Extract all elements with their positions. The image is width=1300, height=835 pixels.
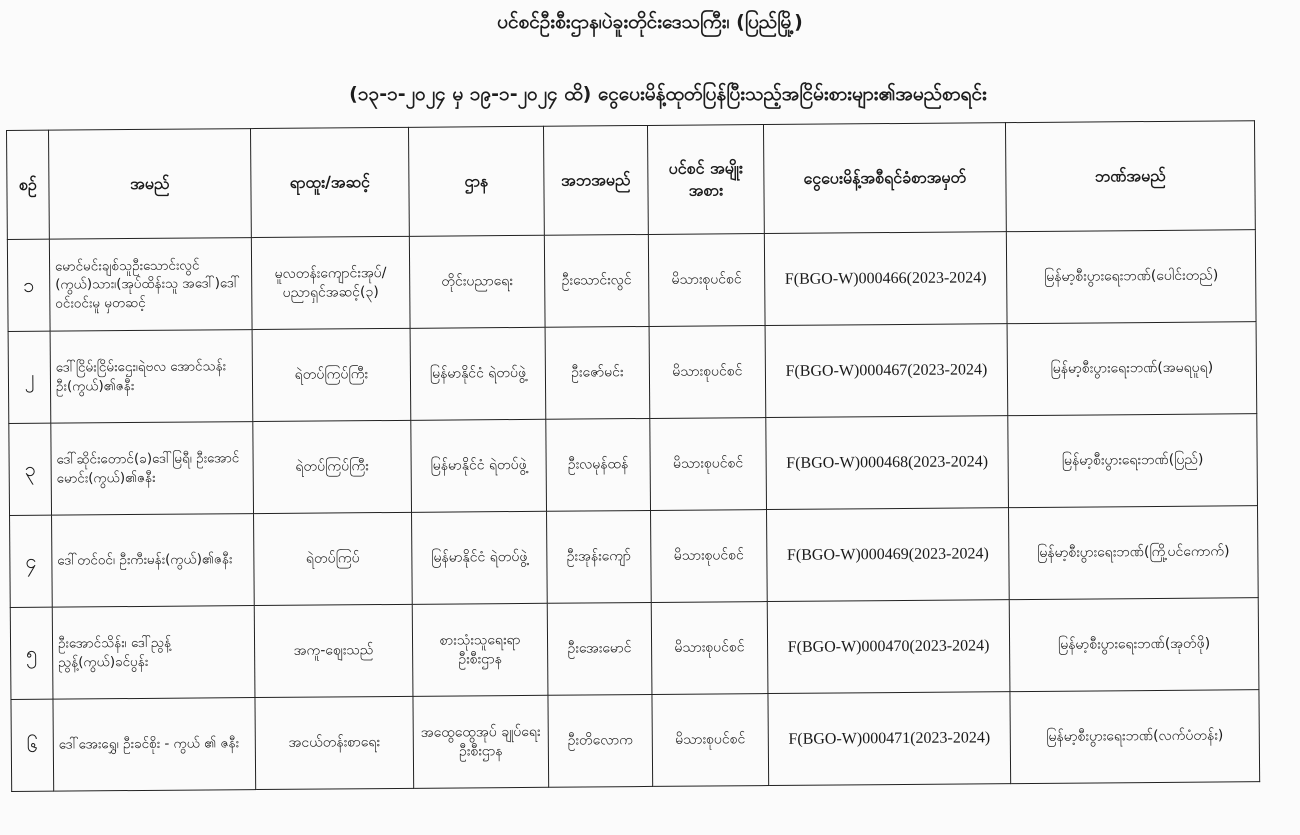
pensioner-name: ဒေါ်ငြိမ်းငြိမ်းဌေး၊ရဲဗလ အောင်သန်းဦး(ကွယ်)၏ဇနီး bbox=[50, 330, 253, 424]
pension-type-cell: မိသားစုပင်စင် bbox=[650, 418, 767, 511]
office-title: ပင်စင်ဦးစီးဌာန၊ပဲခူးတိုင်းဒေသကြီး၊ (ပြည်မြို့) bbox=[497, 11, 803, 33]
col-header-bank: ဘဏ်အမည် bbox=[1005, 121, 1255, 232]
pensioner-name: ဒေါ်တင်ဝင်၊ ဦးကီးမန်း(ကွယ်)၏ဇနီး bbox=[52, 514, 255, 608]
father-name-cell: ဦးလမုန်ထန် bbox=[546, 418, 651, 511]
father-name-cell: ဦးတိလောက bbox=[548, 694, 653, 787]
pensioners-table bbox=[6, 120, 1260, 792]
table-row bbox=[9, 414, 1258, 516]
row-number: ၁ bbox=[7, 239, 50, 331]
rank-cell: အငယ်တန်းစာရေး bbox=[255, 696, 414, 789]
department-cell: အထွေထွေအုပ် ချုပ်ရေးဦးစီးဌာန bbox=[413, 695, 549, 788]
bank-cell: မြန်မာ့စီးပွားရေးဘဏ်(ပြည်) bbox=[1008, 414, 1258, 508]
order-number-cell: F(BGO-W)000469(2023-2024) bbox=[767, 508, 1010, 602]
table-row bbox=[11, 690, 1260, 792]
table-row bbox=[8, 322, 1257, 424]
col-header-order-number: ငွေပေးမိန့်အစီရင်ခံစာအမှတ် bbox=[763, 123, 1006, 234]
department-cell: မြန်မာနိုင်ငံ ရဲတပ်ဖွဲ့ bbox=[411, 419, 547, 512]
table-row bbox=[10, 506, 1259, 608]
rank-cell: ရဲတပ်ကြပ် bbox=[254, 512, 413, 605]
rank-cell: မူလတန်းကျောင်းအုပ်/ ပညာရှင်အဆင့်(၃) bbox=[251, 236, 410, 329]
rank-cell: ရဲတပ်ကြပ်ကြီး bbox=[253, 420, 412, 513]
col-header-name: အမည် bbox=[49, 129, 252, 240]
row-number: ၄ bbox=[10, 515, 53, 607]
row-number: ၂ bbox=[8, 331, 51, 423]
pension-type-cell: မိသားစုပင်စင် bbox=[649, 326, 766, 419]
row-number: ၆ bbox=[11, 699, 54, 791]
order-number-cell: F(BGO-W)000467(2023-2024) bbox=[765, 324, 1008, 418]
order-number-cell: F(BGO-W)000466(2023-2024) bbox=[764, 232, 1007, 326]
row-number: ၅ bbox=[10, 607, 53, 699]
pensioner-name: ဒေါ်ဆိုင်းတောင်(ခ)ဒေါ်မြရီ၊ ဦးအောင်မောင်း(ကွယ်)၏ဇနီး bbox=[51, 422, 254, 516]
col-header-department: ဌာန bbox=[408, 126, 544, 236]
bank-cell: မြန်မာ့စီးပွားရေးဘဏ်(လက်ပံတန်း) bbox=[1010, 690, 1260, 784]
bank-cell: မြန်မာ့စီးပွားရေးဘဏ်(အမရပူရ) bbox=[1007, 322, 1257, 416]
pension-type-cell: မိသားစုပင်စင် bbox=[651, 510, 768, 603]
col-header-no: စဉ် bbox=[7, 130, 50, 239]
bank-cell: မြန်မာ့စီးပွားရေးဘဏ်(ပေါင်းတည်) bbox=[1006, 230, 1256, 324]
col-header-father-name: အဘအမည် bbox=[543, 125, 648, 235]
department-cell: စားသုံးသူရေးရာ ဦးစီးဌာန bbox=[412, 603, 548, 696]
pensioner-name: မောင်မင်းချစ်သူဦးသောင်းလွင် (ကွယ်)သား၊(အုပ်ထိန်းသူ အဒေါ်)ဒေါ်ဝင်းဝင်းမူ မှတဆင့် bbox=[49, 238, 252, 332]
table-row bbox=[10, 598, 1259, 700]
father-name-cell: ဦးသောင်းလွင် bbox=[544, 234, 649, 327]
father-name-cell: ဦးအေးမောင် bbox=[547, 602, 652, 695]
pension-type-cell: မိသားစုပင်စင် bbox=[651, 602, 768, 695]
order-number-cell: F(BGO-W)000471(2023-2024) bbox=[768, 692, 1011, 786]
bank-cell: မြန်မာ့စီးပွားရေးဘဏ်(အုတ်ဖို) bbox=[1009, 598, 1259, 692]
pension-type-cell: မိသားစုပင်စင် bbox=[652, 694, 769, 787]
rank-cell: ရဲတပ်ကြပ်ကြီး bbox=[252, 328, 411, 421]
table-header-row bbox=[7, 121, 1256, 240]
list-title: (၁၃-၁-၂၀၂၄ မှ ၁၉-၁-၂၀၂၄ ထိ) ငွေပေးမိန့်ထုတ်ပြန်ပြီးသည့်အငြိမ်းစားများ၏အမည်စာရင်း bbox=[349, 83, 987, 105]
department-cell: တိုင်းပညာရေး bbox=[409, 235, 545, 328]
father-name-cell: ဦးဇော်မင်း bbox=[545, 326, 650, 419]
rank-cell: အကူ-ဈေးသည် bbox=[254, 604, 413, 697]
col-header-pension-type: ပင်စင် အမျိုးအစား bbox=[647, 125, 764, 235]
pension-type-cell: မိသားစုပင်စင် bbox=[648, 234, 765, 327]
father-name-cell: ဦးအုန်းကျော် bbox=[547, 510, 652, 603]
pensioner-name: ဒေါ်အေးရွှေ၊ ဦးခင်စိုး - ကွယ် ၏ ဇနီး bbox=[53, 698, 256, 792]
department-cell: မြန်မာနိုင်ငံ ရဲတပ်ဖွဲ့ bbox=[410, 327, 546, 420]
order-number-cell: F(BGO-W)000468(2023-2024) bbox=[766, 416, 1009, 510]
bank-cell: မြန်မာ့စီးပွားရေးဘဏ်(ကြို့ပင်ကောက်) bbox=[1008, 506, 1258, 600]
table-row bbox=[7, 230, 1256, 332]
order-number-cell: F(BGO-W)000470(2023-2024) bbox=[767, 600, 1010, 694]
row-number: ၃ bbox=[9, 423, 52, 515]
department-cell: မြန်မာနိုင်ငံ ရဲတပ်ဖွဲ့ bbox=[412, 511, 548, 604]
col-header-rank: ရာထူး/အဆင့် bbox=[250, 127, 409, 237]
pensioner-name: ဦးအောင်သိန်း၊ ဒေါ်ညွန့်ညွန့်(ကွယ်)ခင်ပွန်း bbox=[52, 606, 255, 700]
